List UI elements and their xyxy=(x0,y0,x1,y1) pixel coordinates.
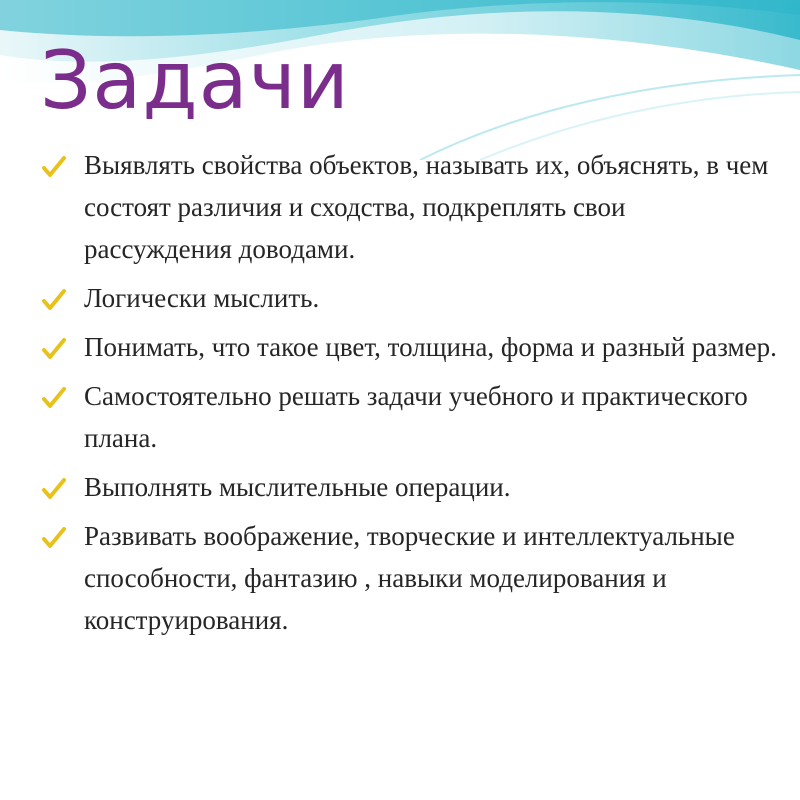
check-icon xyxy=(42,155,66,179)
task-item-text: Логически мыслить. xyxy=(84,283,320,313)
slide-title: Задачи xyxy=(40,34,350,127)
check-icon xyxy=(42,386,66,410)
task-list xyxy=(38,144,778,648)
task-item xyxy=(38,277,778,319)
task-item xyxy=(38,144,778,270)
check-icon xyxy=(42,477,66,501)
task-item-text: Выполнять мыслительные операции. xyxy=(84,472,511,502)
check-icon xyxy=(42,526,66,550)
task-item xyxy=(38,466,778,508)
task-item xyxy=(38,515,778,641)
task-item xyxy=(38,326,778,368)
task-item-text: Развивать воображение, творческие и интеллектуальные способности, фантазию , навыки моделирования и конструирования. xyxy=(84,521,735,635)
check-icon xyxy=(42,337,66,361)
check-icon xyxy=(42,288,66,312)
task-item-text: Понимать, что такое цвет, толщина, форма и разный размер. xyxy=(84,332,777,362)
task-item-text: Выявлять свойства объектов, называть их, объяснять, в чем состоят различия и сходства, подкреплять свои рассуждения доводами. xyxy=(84,150,769,264)
task-item-text: Самостоятельно решать задачи учебного и практического плана. xyxy=(84,381,748,453)
task-item xyxy=(38,375,778,459)
